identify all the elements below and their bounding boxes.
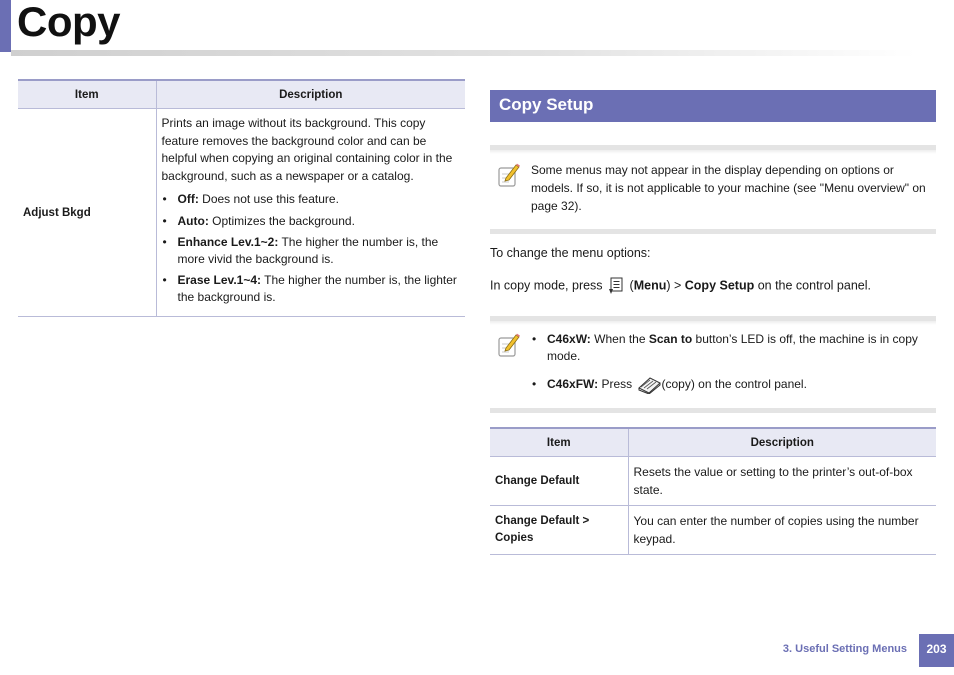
model-name: C46xFW: (547, 377, 599, 392)
item-cell: Change Default (495, 474, 580, 487)
title-rule (11, 50, 916, 56)
option-item (162, 234, 460, 267)
description-column-header: Description (628, 428, 936, 457)
note-pencil-icon (497, 332, 521, 358)
menu-label: Menu (633, 278, 667, 293)
option-text: The higher the number is, the lighter the background is. (177, 273, 457, 304)
option-text: The higher the number is, the more vivid the background is. (177, 235, 439, 266)
copy-setup-label: Copy Setup (684, 278, 755, 293)
note-pencil-icon (497, 162, 521, 188)
model-text: Press (601, 377, 633, 392)
description-cell: Resets the value or setting to the printer’s out-of-box state. (628, 457, 936, 506)
title-accent-bar (0, 0, 11, 52)
step-open: ( (629, 278, 634, 293)
model-text: button’s LED is off, the machine is in copy mode. (547, 332, 918, 363)
option-list (162, 191, 460, 305)
model-item (531, 331, 932, 364)
page-title: Copy (17, 0, 120, 45)
model-item (531, 376, 932, 394)
note-text (531, 331, 932, 394)
option-label: Erase Lev.1~4: (177, 273, 262, 287)
option-text: Optimizes the background. (212, 213, 355, 228)
menu-icon (606, 277, 626, 295)
model-text: (copy) on the control panel. (661, 377, 807, 392)
item-cell: Adjust Bkgd (23, 206, 91, 219)
option-label: Auto: (177, 213, 209, 228)
section-header (490, 90, 936, 122)
page-number: 203 (919, 634, 954, 667)
instructions-step (490, 277, 871, 295)
footer-chapter: 3. Useful Setting Menus (782, 643, 907, 655)
model-list (531, 331, 932, 394)
option-item (162, 272, 460, 305)
description-cell (156, 109, 465, 317)
model-text: When the (594, 332, 646, 346)
section-title: Copy Setup (499, 95, 594, 114)
table-row (490, 506, 936, 555)
step-mid: ) > (666, 278, 682, 293)
step-suffix: on the control panel. (757, 278, 871, 293)
description-intro: Prints an image without its background. This copy feature removes the background color and can be helpful when copying an original containing color in the background, such as a newspaper or a catalog. (161, 116, 453, 183)
description-cell: You can enter the number of copies using the number keypad. (628, 506, 936, 555)
adjust-bkgd-table (18, 79, 465, 317)
note-text: Some menus may not appear in the display depending on options or models. If so, it is not applicable to your machine (see "Menu overview" on page 32). (531, 163, 926, 213)
copy-icon (636, 376, 662, 394)
scan-to-label: Scan to (648, 332, 693, 346)
note-box (490, 316, 936, 413)
note-box (490, 145, 936, 234)
option-label: Off: (177, 192, 199, 206)
description-column-header: Description (156, 80, 465, 109)
instructions-intro: To change the menu options: (490, 246, 651, 260)
option-text: Does not use this feature. (202, 192, 339, 206)
item-column-header: Item (490, 428, 628, 457)
table-row (18, 109, 465, 317)
copy-setup-table (490, 427, 936, 555)
option-item (162, 213, 460, 230)
table-header-row (490, 428, 936, 457)
option-item (162, 191, 460, 208)
step-prefix: In copy mode, press (490, 278, 603, 293)
table-header-row (18, 80, 465, 109)
item-column-header: Item (18, 80, 156, 109)
table-row (490, 457, 936, 506)
model-name: C46xW: (547, 332, 591, 346)
option-label: Enhance Lev.1~2: (177, 235, 279, 249)
item-cell: Change Default > Copies (495, 515, 590, 544)
